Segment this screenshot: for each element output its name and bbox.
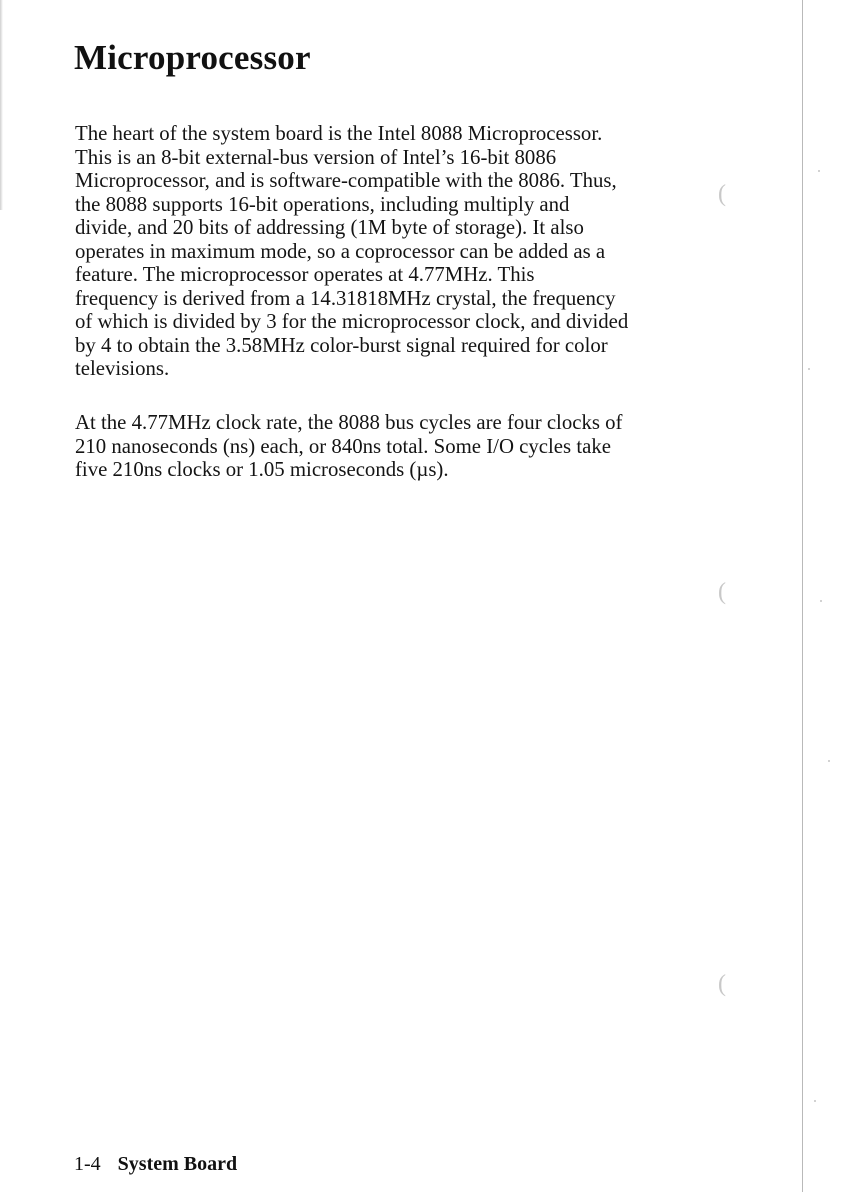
text-line: televisions. [75,357,170,380]
text-line: feature. The microprocessor operates at 4.77MHz. This [75,263,535,286]
scan-mark-paren: ( [718,579,726,605]
page-number: 1-4 [74,1153,101,1175]
text-line: 210 nanoseconds (ns) each, or 840ns total. Some I/O cycles take [75,434,611,458]
text-line: operates in maximum mode, so a coprocessor can be added as a [75,239,606,263]
text-line: frequency is derived from a 14.31818MHz crystal, the frequency [75,286,616,310]
text-line: This is an 8-bit external-bus version of Intel’s 16-bit 8086 [75,145,557,169]
section-title: System Board [117,1153,238,1175]
text-line: divide, and 20 bits of addressing (1M byte of storage). It also [75,216,584,239]
paragraph-intro [75,122,715,381]
page-left-edge-shadow [0,0,3,210]
text-line: At the 4.77MHz clock rate, the 8088 bus cycles are four clocks of [75,411,623,434]
scan-speck [808,368,810,370]
text-line: of which is divided by 3 for the microprocessor clock, and divided [75,310,629,333]
page-title: Microprocessor [74,38,311,77]
page-footer [74,1153,237,1176]
scan-mark-paren: ( [718,971,726,997]
scan-speck [828,760,830,762]
scan-speck [814,1100,816,1102]
text-line: The heart of the system board is the Intel 8088 Microprocessor. [75,122,603,145]
text-line: Microprocessor, and is software-compatible with the 8086. Thus, [75,169,617,192]
page-binding-rule [802,0,803,1192]
text-line: the 8088 supports 16-bit operations, including multiply and [75,192,570,216]
text-line: by 4 to obtain the 3.58MHz color-burst signal required for color [75,333,608,357]
scan-mark-paren: ( [718,181,726,207]
paragraph-bus-cycles [75,411,715,482]
scan-speck [820,600,822,602]
scan-speck [818,170,820,172]
text-line: five 210ns clocks or 1.05 microseconds (µs). [75,458,449,481]
